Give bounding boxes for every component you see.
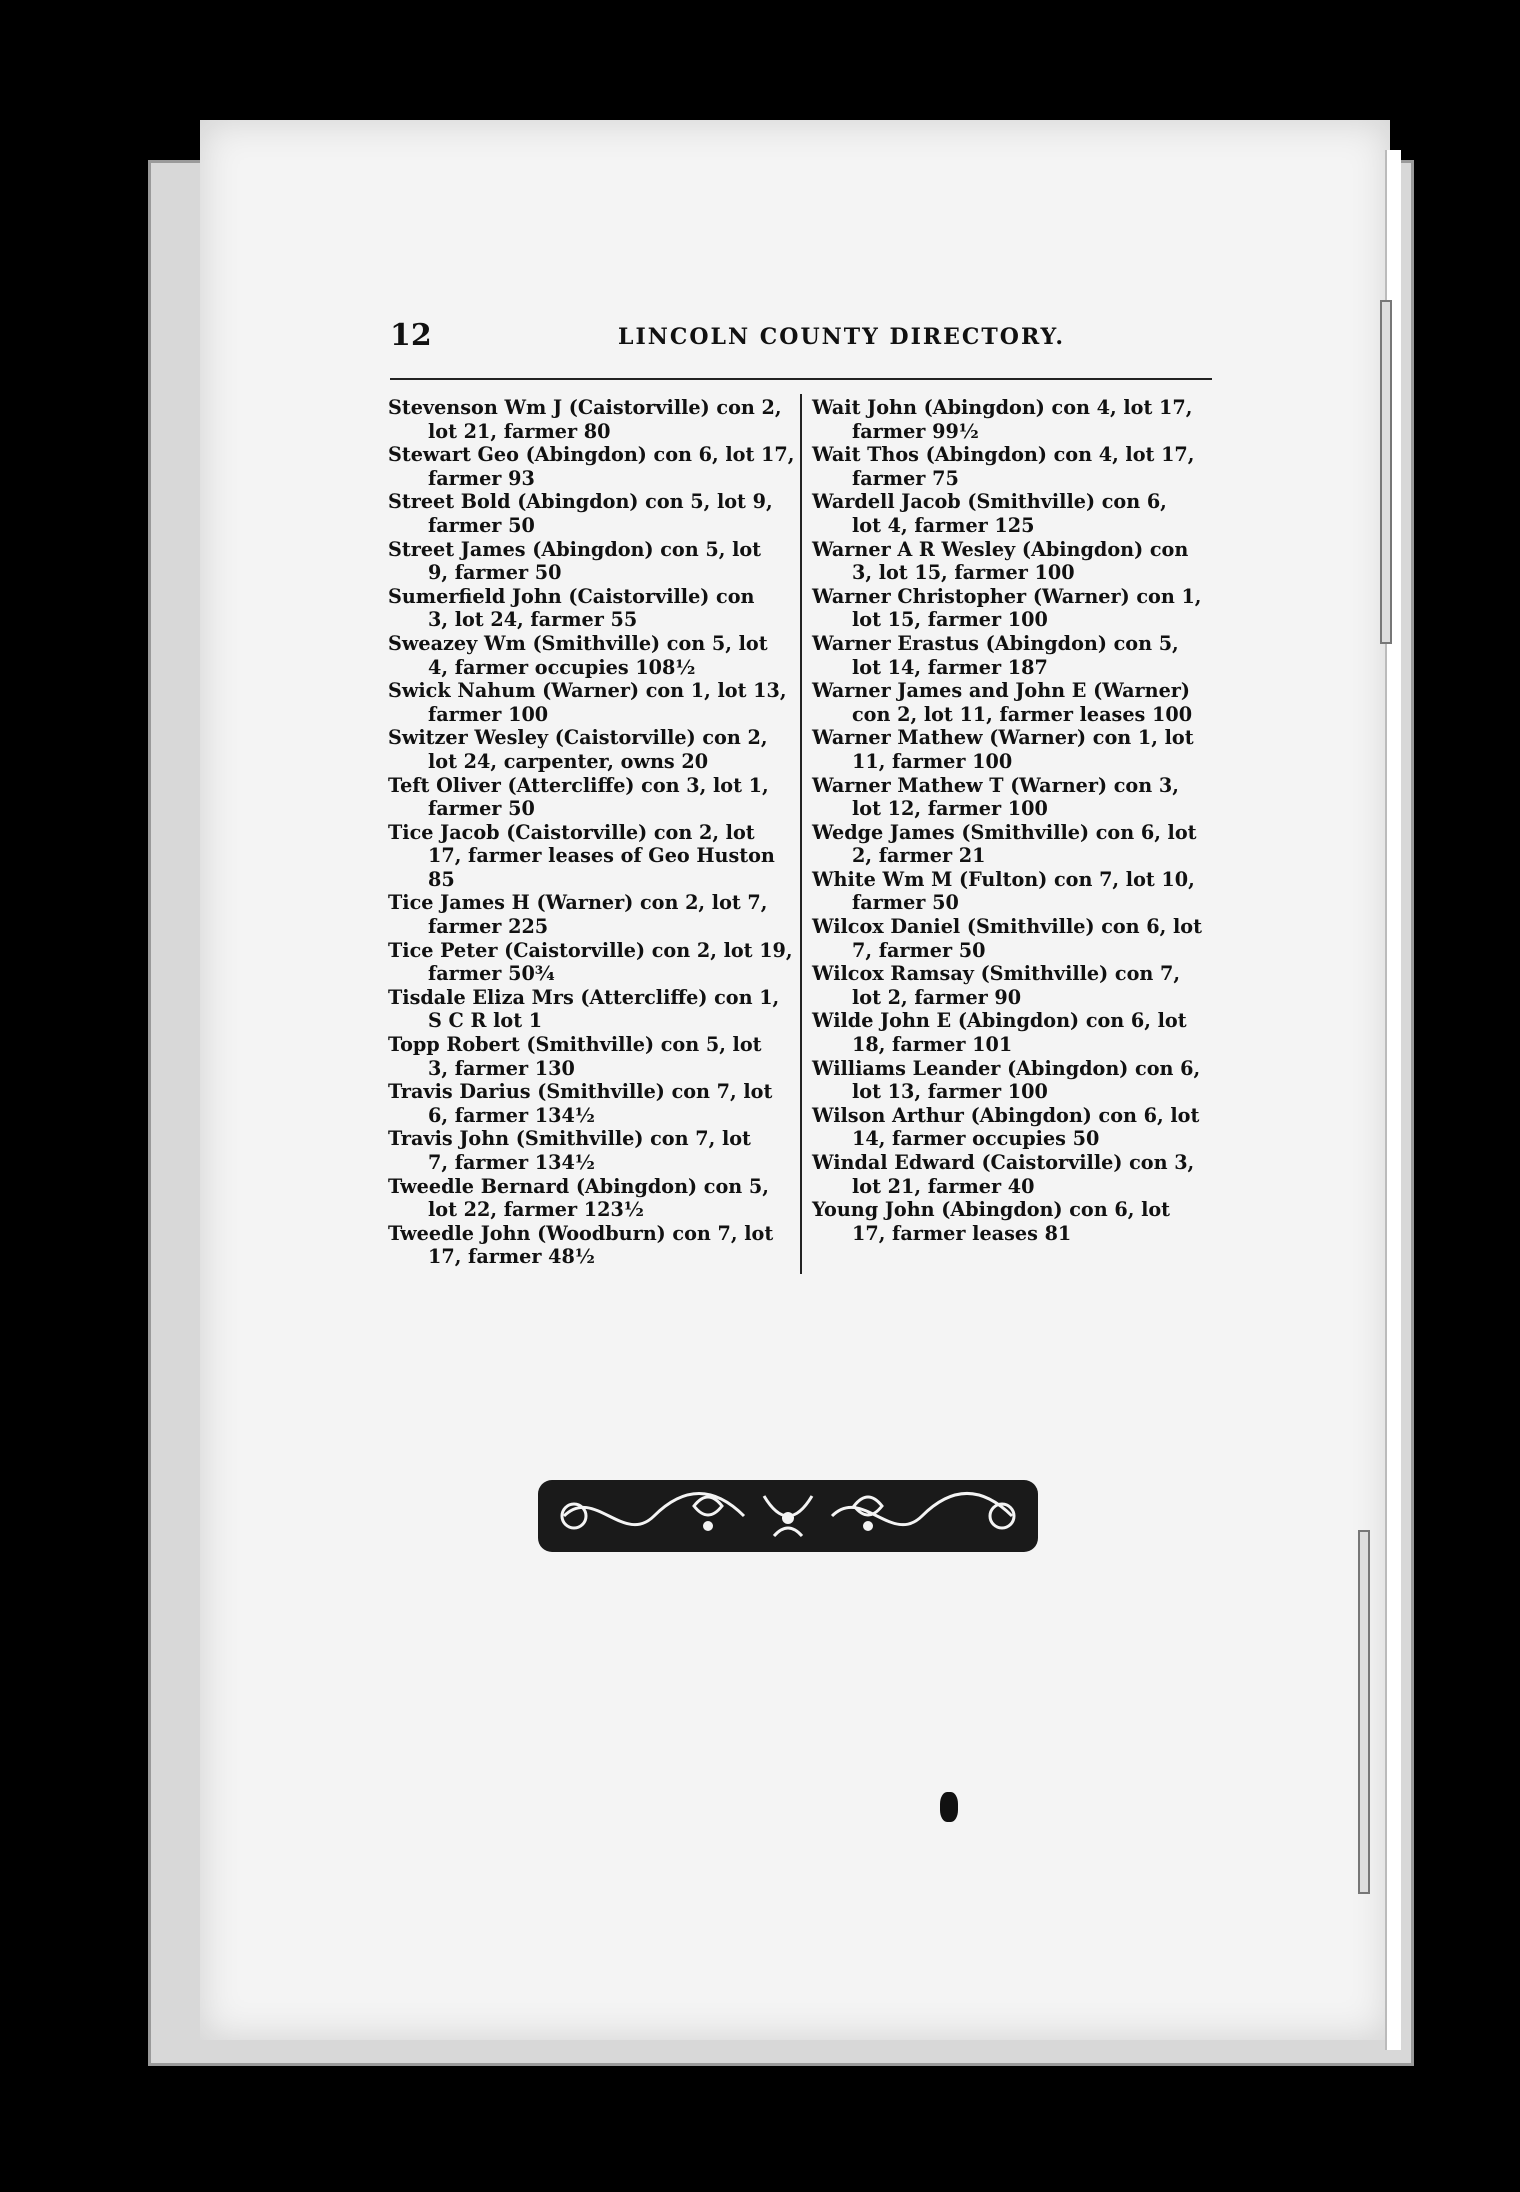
entry-name-line: Williams Leander (Abingdon) con 6, [812, 1056, 1201, 1080]
directory-entry [812, 1009, 1220, 1056]
entry-name-line: Stewart Geo (Abingdon) con 6, lot 17, [388, 443, 795, 467]
binding-mark-upper [1380, 300, 1392, 644]
entry-name-line: Warner Mathew (Warner) con 1, lot [812, 726, 1194, 750]
entry-continuation-line: 9, farmer 50 [428, 561, 562, 585]
directory-entry [388, 1080, 796, 1127]
directory-entry [812, 632, 1220, 679]
entry-continuation-line: 85 [428, 867, 455, 891]
right-column [812, 396, 1220, 1245]
entry-name-line: Travis John (Smithville) con 7, lot [388, 1127, 751, 1151]
directory-entry [388, 443, 796, 490]
entry-continuation-line: S C R lot 1 [428, 1009, 543, 1033]
entry-continuation-line: 4, farmer occupies 108½ [428, 655, 696, 679]
entry-name-line: Sumerfield John (Caistorville) con [388, 584, 755, 608]
directory-entry [388, 774, 796, 821]
entry-name-line: Stevenson Wm J (Caistorville) con 2, [388, 396, 782, 419]
directory-entry [388, 490, 796, 537]
entry-continuation-line: 14, farmer occupies 50 [852, 1127, 1100, 1151]
directory-entry [812, 915, 1220, 962]
entry-name-line: Wedge James (Smithville) con 6, lot [812, 820, 1197, 844]
entry-name-line: Warner James and John E (Warner) [812, 679, 1190, 703]
entry-continuation-line: lot 21, farmer 40 [852, 1174, 1035, 1198]
entry-continuation-line: farmer 75 [852, 466, 959, 490]
entry-continuation-line: lot 15, farmer 100 [852, 608, 1048, 632]
entry-continuation-line: 6, farmer 134½ [428, 1103, 595, 1127]
entry-continuation-line: farmer 100 [428, 702, 549, 726]
entry-name-line: Topp Robert (Smithville) con 5, lot [388, 1033, 762, 1057]
directory-entry [812, 1198, 1220, 1245]
directory-entry [812, 821, 1220, 868]
directory-entry [388, 632, 796, 679]
entry-name-line: Tice Jacob (Caistorville) con 2, lot [388, 820, 755, 844]
entry-name-line: Wilcox Ramsay (Smithville) con 7, [812, 962, 1181, 986]
entry-name-line: Tice Peter (Caistorville) con 2, lot 19, [388, 938, 793, 962]
entry-continuation-line: 3, lot 15, farmer 100 [852, 561, 1075, 585]
entry-continuation-line: farmer 50 [428, 797, 535, 821]
directory-entry [812, 490, 1220, 537]
directory-entry [812, 443, 1220, 490]
directory-entry [388, 1127, 796, 1174]
entry-name-line: Tweedle Bernard (Abingdon) con 5, [388, 1174, 769, 1198]
entry-continuation-line: lot 22, farmer 123½ [428, 1198, 644, 1222]
entry-name-line: Wilson Arthur (Abingdon) con 6, lot [812, 1103, 1200, 1127]
entry-continuation-line: 3, farmer 130 [428, 1056, 575, 1080]
directory-entry [812, 726, 1220, 773]
entry-name-line: Street James (Abingdon) con 5, lot [388, 537, 762, 561]
entry-continuation-line: farmer 99½ [852, 419, 979, 443]
directory-entry [388, 585, 796, 632]
directory-entry [388, 939, 796, 986]
ornament-icon [534, 1466, 1042, 1566]
page-header [390, 318, 1210, 358]
ink-smudge [940, 1792, 958, 1822]
running-title: LINCOLN COUNTY DIRECTORY. [618, 324, 1066, 350]
entry-continuation-line: 2, farmer 21 [852, 844, 986, 868]
entry-name-line: Warner Mathew T (Warner) con 3, [812, 773, 1179, 797]
entry-continuation-line: farmer 93 [428, 466, 535, 490]
entry-name-line: Swick Nahum (Warner) con 1, lot 13, [388, 679, 787, 703]
entry-name-line: Wait John (Abingdon) con 4, lot 17, [812, 396, 1193, 419]
entry-continuation-line: farmer 50 [852, 891, 959, 915]
directory-entry [812, 1151, 1220, 1198]
left-column [388, 396, 796, 1269]
directory-entry [812, 538, 1220, 585]
directory-entry [388, 726, 796, 773]
entry-continuation-line: lot 13, farmer 100 [852, 1080, 1048, 1104]
entry-name-line: White Wm M (Fulton) con 7, lot 10, [812, 867, 1195, 891]
directory-entry [388, 1175, 796, 1222]
directory-entry [388, 1222, 796, 1269]
directory-entry [812, 396, 1220, 443]
directory-entry [388, 679, 796, 726]
entry-continuation-line: lot 4, farmer 125 [852, 513, 1035, 537]
directory-entry [388, 396, 796, 443]
entry-continuation-line: 7, farmer 134½ [428, 1151, 595, 1174]
entry-continuation-line: lot 24, carpenter, owns 20 [428, 749, 709, 773]
directory-entry [388, 538, 796, 585]
page-number: 12 [390, 318, 432, 353]
entry-name-line: Street Bold (Abingdon) con 5, lot 9, [388, 490, 773, 514]
entry-continuation-line: farmer 50 [428, 513, 535, 537]
directory-entry [388, 1033, 796, 1080]
entry-continuation-line: con 2, lot 11, farmer leases 100 [852, 702, 1193, 726]
entry-name-line: Warner Christopher (Warner) con 1, [812, 584, 1202, 608]
directory-entry [812, 868, 1220, 915]
entry-continuation-line: lot 14, farmer 187 [852, 655, 1048, 679]
entry-continuation-line: farmer 50¾ [428, 962, 555, 986]
entry-name-line: Tisdale Eliza Mrs (Attercliffe) con 1, [388, 985, 780, 1009]
column-divider [800, 394, 802, 1274]
directory-entry [812, 679, 1220, 726]
entry-continuation-line: 11, farmer 100 [852, 749, 1013, 773]
entry-name-line: Young John (Abingdon) con 6, lot [812, 1198, 1171, 1222]
entry-name-line: Wait Thos (Abingdon) con 4, lot 17, [812, 443, 1195, 467]
entry-name-line: Warner A R Wesley (Abingdon) con [812, 537, 1189, 561]
entry-continuation-line: lot 21, farmer 80 [428, 419, 611, 443]
binding-mark-lower [1358, 1530, 1370, 1894]
entry-continuation-line: lot 12, farmer 100 [852, 797, 1048, 821]
entry-continuation-line: 17, farmer leases 81 [852, 1221, 1072, 1245]
entry-continuation-line: 7, farmer 50 [852, 938, 986, 962]
entry-name-line: Travis Darius (Smithville) con 7, lot [388, 1080, 773, 1104]
entry-name-line: Windal Edward (Caistorville) con 3, [812, 1151, 1195, 1174]
directory-entry [812, 1104, 1220, 1151]
directory-entry [812, 962, 1220, 1009]
entry-continuation-line: 17, farmer 48½ [428, 1245, 595, 1269]
directory-entry [388, 891, 796, 938]
entry-continuation-line: farmer 225 [428, 915, 549, 939]
entry-name-line: Wilcox Daniel (Smithville) con 6, lot [812, 915, 1202, 939]
directory-entry [812, 585, 1220, 632]
entry-name-line: Wardell Jacob (Smithville) con 6, [812, 490, 1167, 514]
directory-entry [388, 821, 796, 892]
header-rule [390, 378, 1212, 380]
entry-name-line: Wilde John E (Abingdon) con 6, lot [812, 1009, 1187, 1033]
entry-continuation-line: lot 2, farmer 90 [852, 985, 1022, 1009]
entry-name-line: Warner Erastus (Abingdon) con 5, [812, 631, 1179, 655]
entry-name-line: Sweazey Wm (Smithville) con 5, lot [388, 631, 768, 655]
entry-name-line: Switzer Wesley (Caistorville) con 2, [388, 726, 768, 750]
directory-entry [812, 1057, 1220, 1104]
entry-continuation-line: 17, farmer leases of Geo Huston [428, 844, 775, 868]
entry-continuation-line: 18, farmer 101 [852, 1033, 1013, 1057]
entry-name-line: Tweedle John (Woodburn) con 7, lot [388, 1221, 774, 1245]
directory-entry [388, 986, 796, 1033]
directory-entry [812, 774, 1220, 821]
entry-continuation-line: 3, lot 24, farmer 55 [428, 608, 638, 632]
entry-name-line: Teft Oliver (Attercliffe) con 3, lot 1, [388, 773, 769, 797]
entry-name-line: Tice James H (Warner) con 2, lot 7, [388, 891, 768, 915]
